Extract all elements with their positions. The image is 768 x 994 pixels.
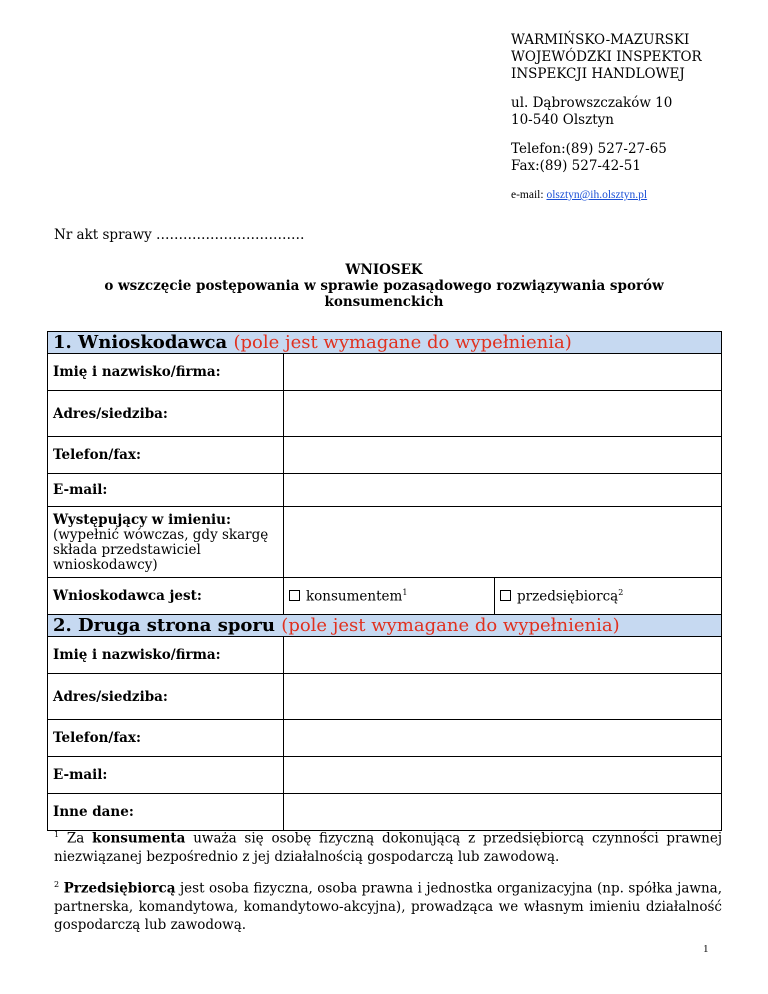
- applicant-name-label: Imię i nazwisko/firma:: [48, 354, 284, 391]
- footnote-1-number: 1: [54, 830, 60, 839]
- representative-input[interactable]: [284, 507, 722, 578]
- representative-label: Występujący w imieniu:: [53, 511, 231, 528]
- checkbox-icon[interactable]: [500, 590, 511, 601]
- application-form-table: [47, 331, 722, 831]
- applicant-address-input[interactable]: [284, 391, 722, 437]
- org-name-line3: INSPEKCJI HANDLOWEJ: [511, 66, 685, 82]
- footnote-1-term: konsumenta: [92, 830, 186, 847]
- title-line2: o wszczęcie postępowania w sprawie pozasądowego rozwiązywania sporów: [104, 278, 664, 294]
- footnote-ref-1: 1: [402, 587, 408, 597]
- office-phone: Telefon:(89) 527-27-65: [511, 141, 667, 157]
- org-name-line1: WARMIŃSKO-MAZURSKI: [511, 32, 690, 48]
- party-address-label: Adres/siedziba:: [48, 674, 284, 720]
- party-phone-label: Telefon/fax:: [48, 720, 284, 757]
- page-number: 1: [703, 943, 709, 955]
- footnote-2-number: 2: [54, 880, 60, 889]
- footnote-2: [54, 876, 722, 934]
- party-other-label: Inne dane:: [48, 794, 284, 831]
- option-entrepreneur-label: przedsiębiorcą: [517, 588, 619, 605]
- option-consumer[interactable]: [284, 578, 495, 615]
- footnote-1: [54, 826, 722, 866]
- footnote-1-pre: Za: [66, 830, 85, 847]
- section1-title: 1. Wnioskodawca: [53, 332, 228, 353]
- applicant-phone-input[interactable]: [284, 437, 722, 474]
- footnote-ref-2: 2: [618, 587, 624, 597]
- party-address-input[interactable]: [284, 674, 722, 720]
- street-address: ul. Dąbrowszczaków 10: [511, 95, 673, 111]
- option-consumer-label: konsumentem: [306, 588, 403, 605]
- office-email-line: [511, 187, 702, 204]
- footnote-1-text: uważa się osobę fizyczną dokonującą z przedsiębiorcą czynności prawnej niezwiązanej bezpośrednio z jej działalnością gospodarczą lub zawodową.: [54, 830, 723, 865]
- applicant-type-label: Wnioskodawca jest:: [48, 578, 284, 615]
- city-postal: 10-540 Olsztyn: [511, 112, 614, 128]
- checkbox-icon[interactable]: [289, 590, 300, 601]
- option-entrepreneur[interactable]: [495, 578, 722, 615]
- representative-note: (wypełnić wówczas, gdy skargę składa przedstawiciel wnioskodawcy): [53, 526, 269, 573]
- party-name-input[interactable]: [284, 637, 722, 674]
- applicant-address-label: Adres/siedziba:: [48, 391, 284, 437]
- party-email-input[interactable]: [284, 757, 722, 794]
- section1-header: [48, 332, 722, 354]
- applicant-name-input[interactable]: [284, 354, 722, 391]
- section1-required-note: (pole jest wymagane do wypełnienia): [233, 332, 572, 353]
- document-title: [40, 262, 728, 310]
- party-email-label: E-mail:: [48, 757, 284, 794]
- applicant-email-input[interactable]: [284, 474, 722, 507]
- section2-required-note: (pole jest wymagane do wypełnienia): [281, 615, 620, 636]
- email-label: e-mail:: [511, 189, 544, 201]
- title-line1: WNIOSEK: [345, 262, 423, 278]
- party-name-label: Imię i nazwisko/firma:: [48, 637, 284, 674]
- party-other-input[interactable]: [284, 794, 722, 831]
- party-phone-input[interactable]: [284, 720, 722, 757]
- org-name-line2: WOJEWÓDZKI INSPEKTOR: [511, 49, 702, 65]
- title-line3: konsumenckich: [324, 294, 444, 310]
- office-email-link[interactable]: olsztyn@ih.olsztyn.pl: [546, 189, 648, 201]
- applicant-email-label: E-mail:: [48, 474, 284, 507]
- representative-label-cell: [48, 507, 284, 578]
- footnote-2-term: Przedsiębiorcą: [63, 880, 176, 897]
- office-address-block: [511, 32, 702, 204]
- applicant-phone-label: Telefon/fax:: [48, 437, 284, 474]
- office-fax: Fax:(89) 527-42-51: [511, 158, 641, 174]
- case-number-field[interactable]: Nr akt sprawy ……………………………: [54, 227, 305, 243]
- footnote-2-text: jest osoba fizyczna, osoba prawna i jednostka organizacyjna (np. spółka jawna, partnerska, komandytowa, komandytowo-akcyjna), prowadząca we własnym imieniu działalność gospodarczą lub zawodową.: [54, 880, 723, 933]
- section2-header: [48, 615, 722, 637]
- section2-title: 2. Druga strona sporu: [53, 615, 276, 636]
